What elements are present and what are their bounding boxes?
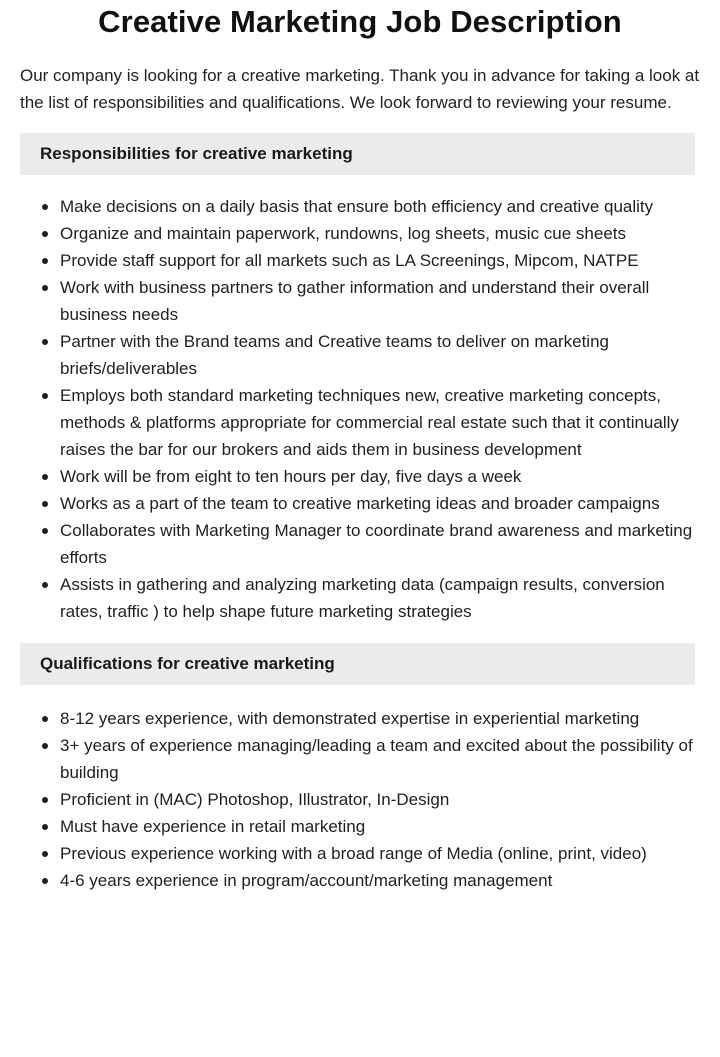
bullet-icon [42, 339, 48, 345]
qualifications-heading: Qualifications for creative marketing [20, 643, 695, 685]
list-item [60, 732, 700, 786]
list-item-text: Partner with the Brand teams and Creative teams to deliver on marketing briefs/deliverables [60, 332, 609, 378]
bullet-icon [42, 204, 48, 210]
bullet-icon [42, 393, 48, 399]
page-title: Creative Marketing Job Description [98, 4, 622, 39]
list-item-text: Assists in gathering and analyzing marketing data (campaign results, conversion rates, traffic ) to help shape future marketing strategies [60, 575, 665, 621]
list-item-text: Make decisions on a daily basis that ensure both efficiency and creative quality [60, 197, 654, 216]
list-item [60, 220, 700, 247]
list-item-text: Work with business partners to gather information and understand their overall business needs [60, 278, 650, 324]
responsibilities-heading: Responsibilities for creative marketing [20, 133, 695, 175]
bullet-icon [42, 582, 48, 588]
list-item [60, 328, 700, 382]
list-item-text: Must have experience in retail marketing [60, 817, 366, 836]
list-item [60, 463, 700, 490]
list-item [60, 705, 700, 732]
bullet-icon [42, 501, 48, 507]
list-item [60, 490, 700, 517]
list-item-text: Works as a part of the team to creative marketing ideas and broader campaigns [60, 494, 660, 513]
list-item-text: Work will be from eight to ten hours per day, five days a week [60, 467, 522, 486]
bullet-icon [42, 528, 48, 534]
responsibilities-list [0, 193, 700, 625]
list-item-text: Organize and maintain paperwork, rundowns, log sheets, music cue sheets [60, 224, 627, 243]
list-item-text: Employs both standard marketing techniques new, creative marketing concepts, methods & platforms appropriate for commercial real estate such that it continually raises the bar for our brokers and aids them in business development [60, 386, 679, 459]
bullet-icon [42, 285, 48, 291]
bullet-icon [42, 851, 48, 857]
bullet-icon [42, 878, 48, 884]
bullet-icon [42, 231, 48, 237]
bullet-icon [42, 797, 48, 803]
list-item [60, 247, 700, 274]
list-item-text: Proficient in (MAC) Photoshop, Illustrator, In-Design [60, 790, 450, 809]
qualifications-list [0, 705, 700, 894]
list-item-text: 3+ years of experience managing/leading a team and excited about the possibility of building [60, 736, 693, 782]
list-item [60, 813, 700, 840]
list-item-text: Provide staff support for all markets such as LA Screenings, Mipcom, NATPE [60, 251, 639, 270]
list-item [60, 193, 700, 220]
list-item-text: Collaborates with Marketing Manager to coordinate brand awareness and marketing efforts [60, 521, 693, 567]
bullet-icon [42, 824, 48, 830]
intro-paragraph: Our company is looking for a creative marketing. Thank you in advance for taking a look at the list of responsibilities and qualifications. We look forward to reviewing your resume. [20, 66, 700, 112]
list-item-text: 4-6 years experience in program/account/marketing management [60, 871, 553, 890]
list-item [60, 867, 700, 894]
list-item [60, 274, 700, 328]
list-item [60, 786, 700, 813]
bullet-icon [42, 743, 48, 749]
list-item-text: 8-12 years experience, with demonstrated expertise in experiential marketing [60, 709, 640, 728]
list-item-text: Previous experience working with a broad range of Media (online, print, video) [60, 844, 647, 863]
bullet-icon [42, 716, 48, 722]
list-item [60, 517, 700, 571]
list-item [60, 840, 700, 867]
list-item [60, 571, 700, 625]
list-item [60, 382, 700, 463]
bullet-icon [42, 474, 48, 480]
bullet-icon [42, 258, 48, 264]
